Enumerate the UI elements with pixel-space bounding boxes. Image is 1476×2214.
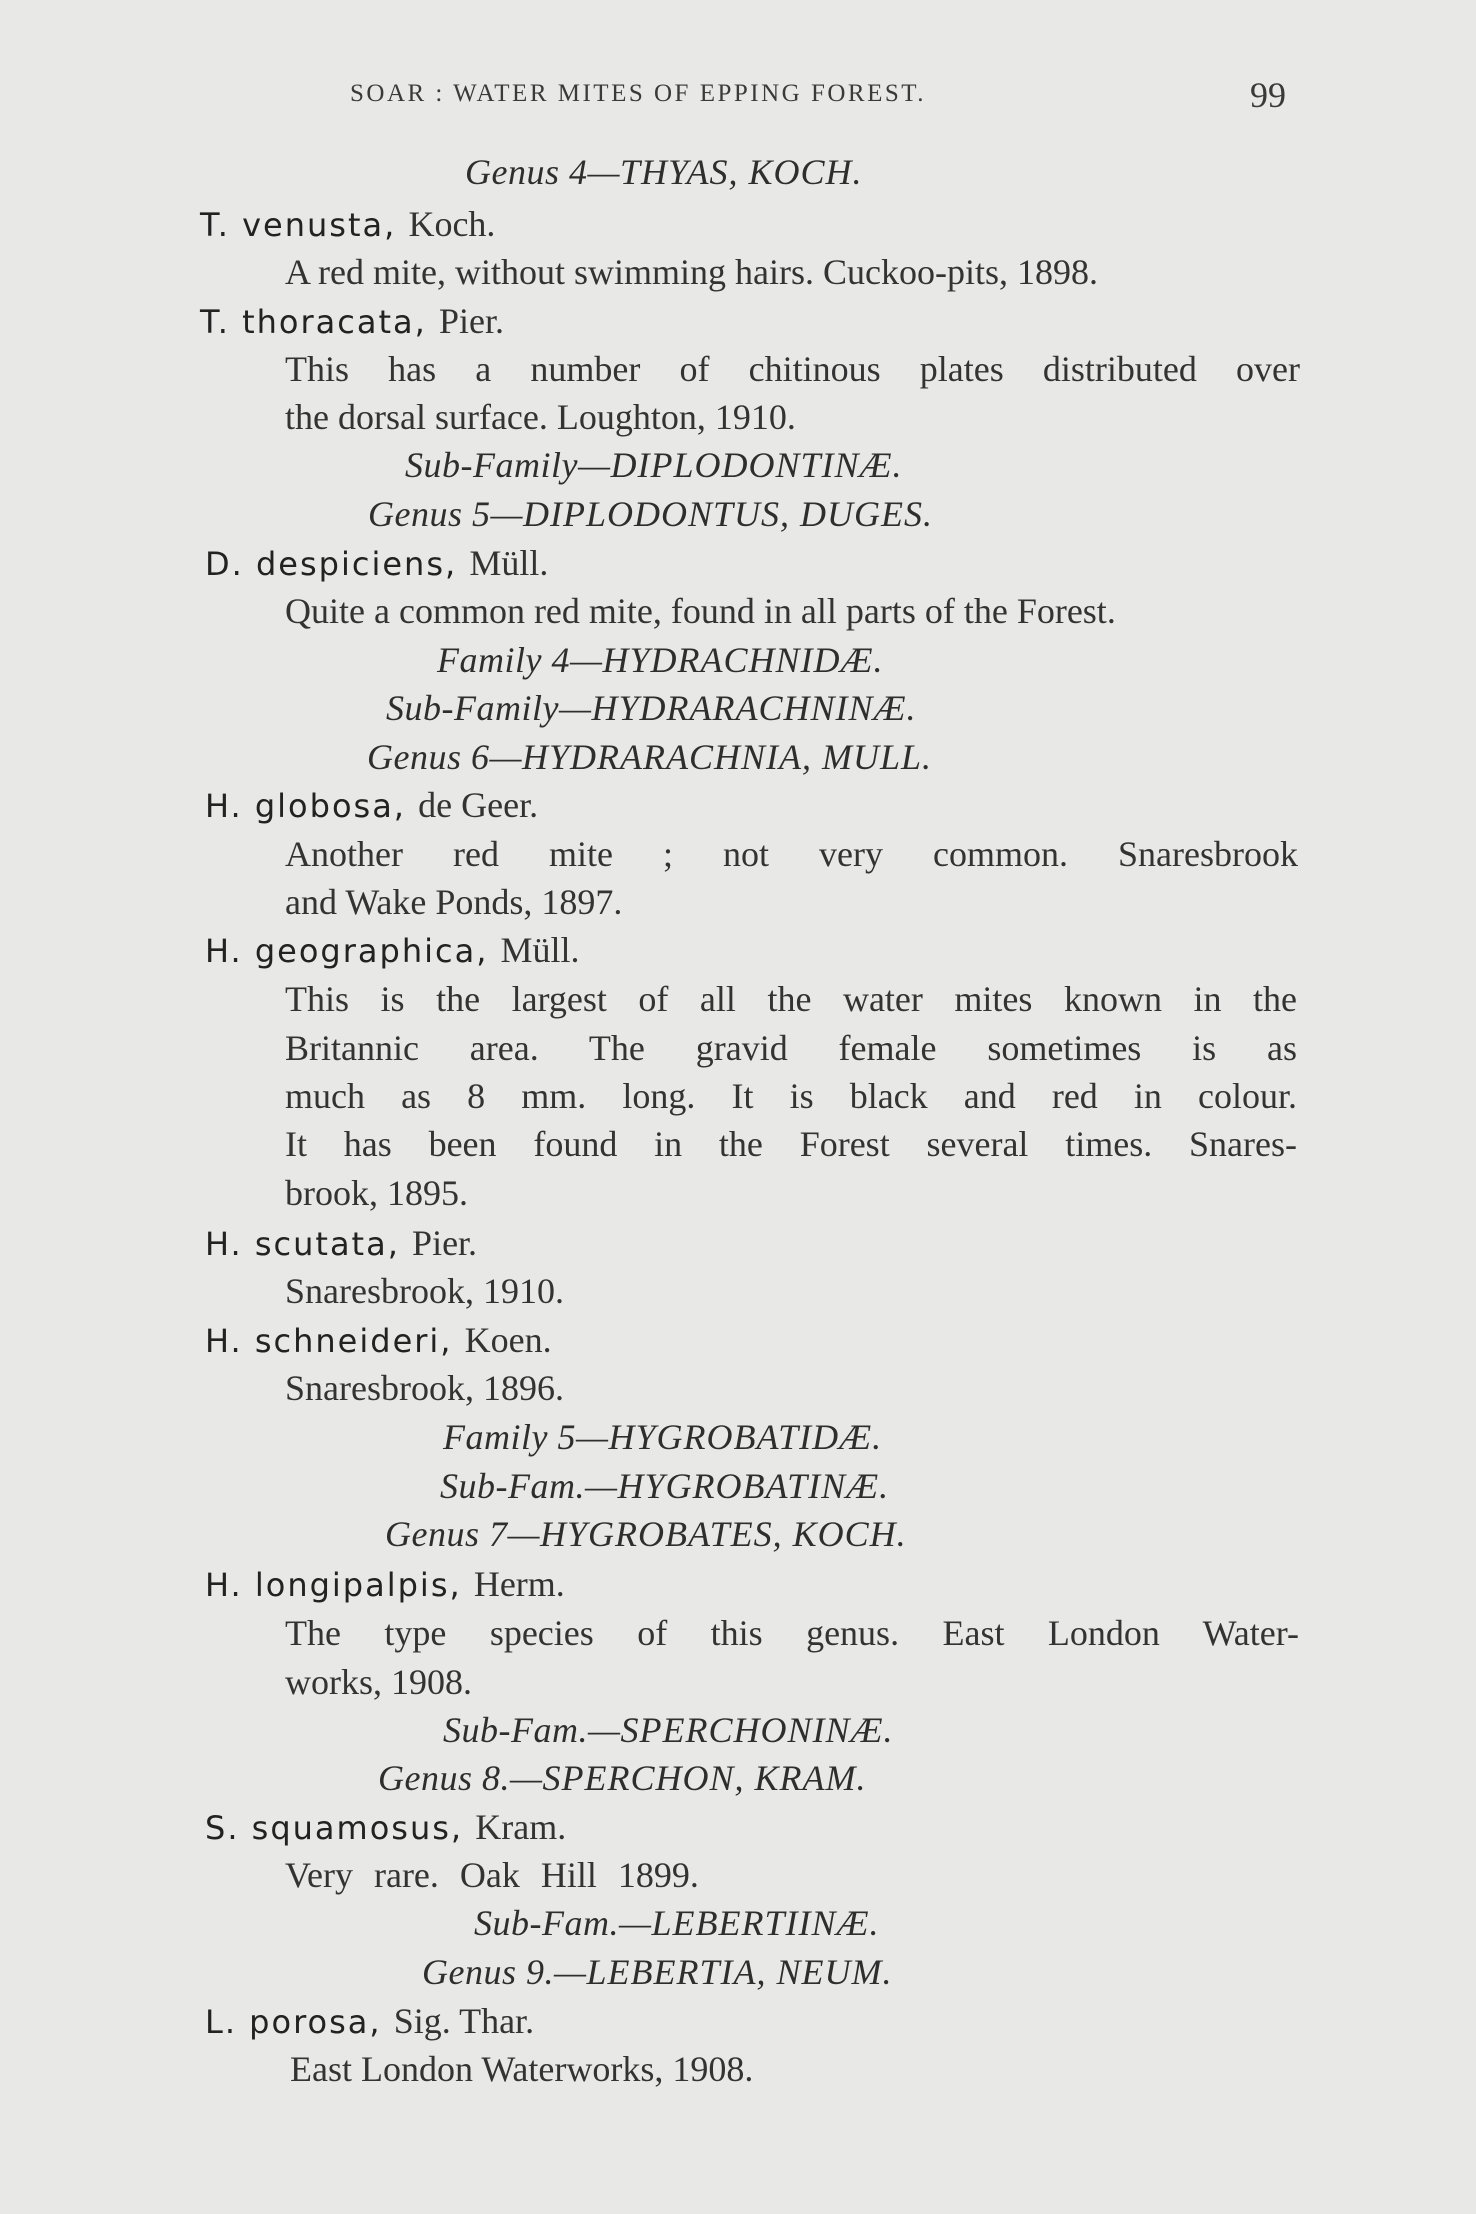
species-description: works, 1908. (285, 1662, 472, 1702)
species-entry (205, 1560, 565, 1609)
species-name: L. porosa, (205, 2003, 382, 2041)
species-name: T. venusta, (200, 206, 397, 244)
subfamily-heading: Sub-Family—DIPLODONTINÆ. (405, 445, 903, 485)
species-name: D. despiciens, (205, 545, 458, 583)
species-entry (205, 781, 538, 830)
species-name: S. squamosus, (205, 1809, 464, 1847)
species-description: Britannic area. The gravid female sometimes is as (285, 1028, 1297, 1068)
species-description: much as 8 mm. long. It is black and red in colour. (285, 1076, 1297, 1116)
species-authority: Müll. (500, 930, 580, 970)
species-authority: Pier. (412, 1223, 478, 1263)
species-authority: Müll. (469, 543, 549, 583)
species-description: the dorsal surface. Loughton, 1910. (285, 397, 796, 437)
page-number: 99 (1250, 75, 1286, 115)
subfamily-heading: Sub-Fam.—HYGROBATINÆ. (440, 1466, 890, 1506)
species-description: Very rare. Oak Hill 1899. (285, 1855, 699, 1895)
species-description: brook, 1895. (285, 1173, 468, 1213)
subfamily-heading: Sub-Fam.—SPERCHONINÆ. (443, 1710, 894, 1750)
species-description: Another red mite ; not very common. Snaresbrook (285, 834, 1298, 874)
species-authority: Sig. Thar. (393, 2001, 535, 2041)
species-description: This is the largest of all the water mites known in the (285, 979, 1297, 1019)
genus-heading: Genus 6—HYDRARACHNIA, MULL. (367, 737, 933, 777)
species-name: H. longipalpis, (205, 1566, 462, 1604)
species-entry (205, 1997, 534, 2046)
running-head: SOAR : WATER MITES OF EPPING FOREST. (350, 80, 926, 107)
genus-heading: Genus 8.—SPERCHON, KRAM. (378, 1758, 867, 1798)
species-description: Snaresbrook, 1910. (285, 1271, 564, 1311)
species-authority: Herm. (473, 1564, 565, 1604)
species-entry (205, 926, 580, 975)
species-authority: Kram. (475, 1807, 567, 1847)
species-entry (205, 539, 548, 588)
species-description: This has a number of chitinous plates distributed over (285, 349, 1300, 389)
species-description: A red mite, without swimming hairs. Cuckoo-pits, 1898. (285, 252, 1098, 292)
genus-heading: Genus 5—DIPLODONTUS, DUGES. (368, 494, 934, 534)
family-heading: Family 5—HYGROBATIDÆ. (443, 1417, 883, 1457)
species-authority: Koen. (464, 1320, 552, 1360)
species-authority: Koch. (408, 204, 496, 244)
genus-heading: Genus 9.—LEBERTIA, NEUM. (422, 1952, 893, 1992)
species-description: and Wake Ponds, 1897. (285, 882, 623, 922)
subfamily-heading: Sub-Family—HYDRARACHNINÆ. (386, 688, 917, 728)
species-authority: de Geer. (418, 785, 539, 825)
species-name: H. globosa, (205, 787, 406, 825)
species-entry (200, 200, 495, 249)
genus-heading: Genus 7—HYGROBATES, KOCH. (385, 1514, 907, 1554)
species-name: H. schneideri, (205, 1322, 453, 1360)
species-name: H. scutata, (205, 1225, 400, 1263)
species-entry (205, 1803, 566, 1852)
species-description: The type species of this genus. East London Water- (285, 1613, 1299, 1653)
species-entry (200, 297, 504, 346)
species-entry (205, 1316, 552, 1365)
species-authority: Pier. (438, 301, 504, 341)
subfamily-heading: Sub-Fam.—LEBERTIINÆ. (474, 1903, 880, 1943)
species-description: It has been found in the Forest several times. Snares- (285, 1124, 1297, 1164)
species-name: T. thoracata, (200, 303, 427, 341)
genus-heading: Genus 4—THYAS, KOCH. (465, 152, 863, 192)
family-heading: Family 4—HYDRACHNIDÆ. (437, 640, 884, 680)
species-description: Quite a common red mite, found in all parts of the Forest. (285, 591, 1116, 631)
species-name: H. geographica, (205, 932, 489, 970)
species-description: Snaresbrook, 1896. (285, 1368, 564, 1408)
species-description: East London Waterworks, 1908. (290, 2049, 754, 2089)
species-entry (205, 1219, 477, 1268)
